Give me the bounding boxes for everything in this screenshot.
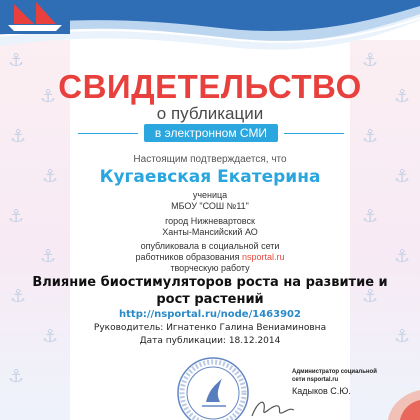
work-type: творческую работу [170,263,250,273]
anchor-icon: ⚓ [394,166,411,187]
divider-right [284,133,344,134]
admin-line-1: Администратор социальной [292,369,377,375]
anchor-icon: ⚓ [8,50,25,71]
work-title: Влияние биостимуляторов роста на развитие и рост растений [32,275,388,307]
region: Ханты-Мансийский АО [162,227,258,237]
ship-icon [0,0,70,34]
admin-name: Кадыков С.Ю. [292,386,351,396]
anchor-icon: ⚓ [362,50,379,71]
anchor-icon: ⚓ [8,366,25,387]
anchor-icon: ⚓ [362,286,379,307]
admin-title [292,368,402,384]
recipient-role: ученица [192,190,228,200]
anchor-icon: ⚓ [362,206,379,227]
admin-line-2: сети nsportal.ru [292,377,339,383]
confirm-text: Настоящим подтверждается, что [133,154,287,165]
certificate-title: СВИДЕТЕЛЬСТВО [58,68,362,105]
anchor-icon: ⚓ [362,126,379,147]
signature-icon [248,396,296,420]
anchor-icon: ⚓ [40,246,57,267]
anchor-icon: ⚓ [394,86,411,107]
anchor-icon: ⚓ [394,246,411,267]
city: город Нижневартовск [165,216,255,226]
certificate-subtitle: о публикации [156,104,264,123]
anchor-icon: ⚓ [40,86,57,107]
brand-ns: ns [242,252,252,262]
anchor-icon: ⚓ [42,166,59,187]
seal-icon [176,356,250,420]
brand-portal: portal.ru [251,252,285,262]
anchor-icon: ⚓ [394,326,411,347]
divider-left [78,133,138,134]
school-name: МБОУ "СОШ №11" [171,201,249,211]
anchor-icon: ⚓ [10,286,27,307]
published-line-2 [0,252,420,262]
media-badge: в электронном СМИ [144,124,278,142]
anchor-icon: ⚓ [42,326,59,347]
recipient-name: Кугаевская Екатерина [99,167,321,187]
publication-link[interactable]: http://nsportal.ru/node/1463902 [119,309,301,320]
published-line-1: опубликовала в социальной сети [140,241,280,251]
supervisor: Руководитель: Игнатенко Галина Вениаминовна [93,323,327,333]
anchor-icon: ⚓ [10,126,27,147]
anchor-icon: ⚓ [8,206,25,227]
publication-date: Дата публикации: 18.12.2014 [139,336,281,346]
leaf-icon [382,384,420,420]
published-line-2-prefix: работников образования [135,252,243,262]
